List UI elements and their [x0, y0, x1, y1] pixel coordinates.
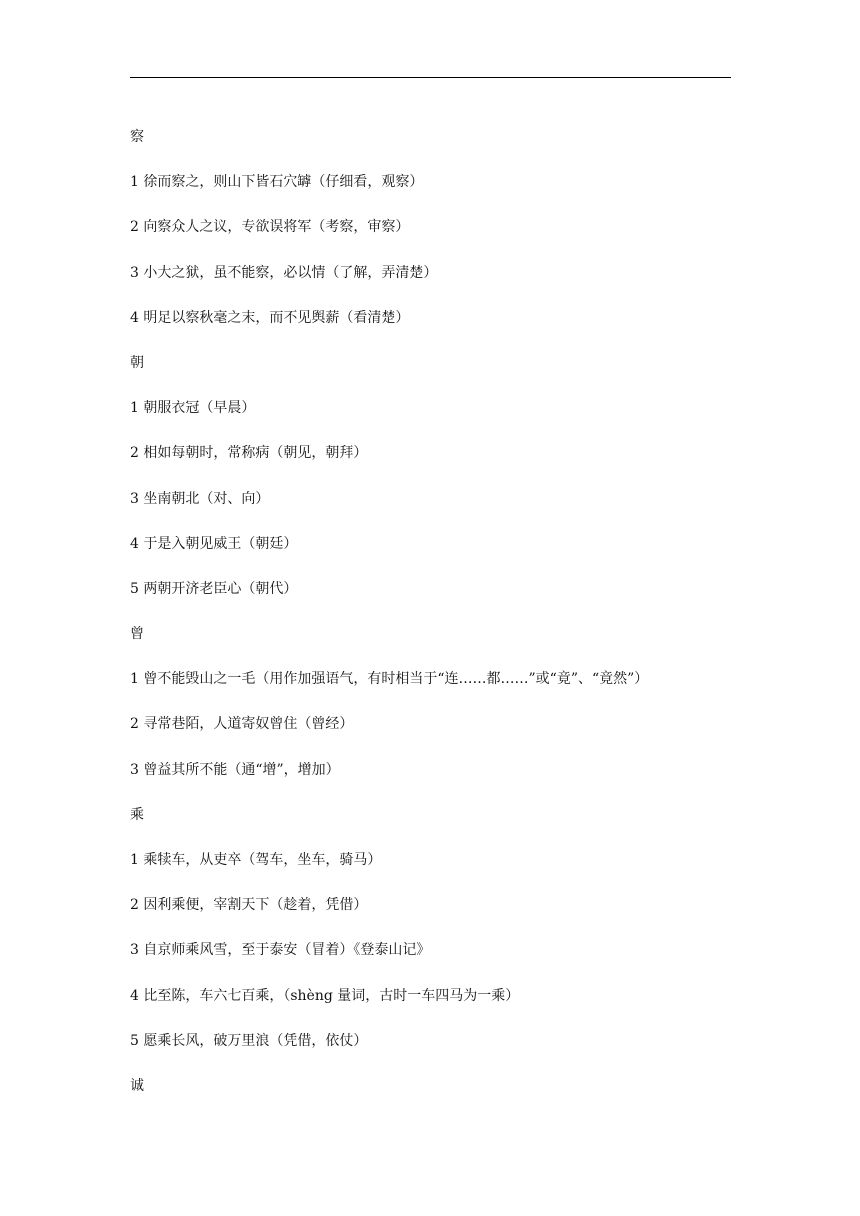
entry-line: 3 自京师乘风雪，至于泰安（冒着）《登泰山记》 — [130, 942, 431, 959]
entry-line: 4 比至陈，车六七百乘，（shèng 量词，古时一车四马为一乘） — [130, 987, 520, 1004]
entry-line: 2 向察众人之议，专欲误将军（考察，审察） — [130, 219, 410, 236]
entry-line: 3 曾益其所不能（通“增”，增加） — [130, 761, 340, 778]
entry-line: 4 于是入朝见威王（朝廷） — [130, 535, 298, 552]
heading-chao: 朝 — [130, 354, 144, 371]
entry-line: 3 坐南朝北（对、向） — [130, 490, 270, 507]
entry-line: 1 乘犊车，从吏卒（驾车，坐车，骑马） — [130, 852, 382, 868]
entry-line: 4 明足以察秋毫之末，而不见舆薪（看清楚） — [130, 309, 410, 326]
entry-line: 2 相如每朝时，常称病（朝见，朝拜） — [130, 445, 368, 462]
heading-cha: 察 — [130, 129, 144, 145]
entry-line: 1 曾不能毁山之一毛（用作加强语气，有时相当于“连……都……”或“竟”、“竟然”） — [130, 671, 649, 688]
entry-line: 2 寻常巷陌，人道寄奴曾住（曾经） — [130, 716, 354, 733]
heading-ceng: 曾 — [130, 626, 144, 643]
entry-line: 1 朝服衣冠（早晨） — [130, 400, 256, 417]
heading-cheng-sincere: 诚 — [130, 1077, 144, 1094]
entry-line: 5 愿乘长风，破万里浪（凭借，依仗） — [130, 1032, 368, 1049]
entry-line: 5 两朝开济老臣心（朝代） — [130, 580, 298, 597]
entry-line: 2 因利乘便，宰割天下（趁着，凭借） — [130, 897, 368, 914]
document-body — [130, 127, 750, 1121]
entry-line: 3 小大之狱，虽不能察，必以情（了解，弄清楚） — [130, 264, 438, 281]
heading-cheng: 乘 — [130, 806, 144, 823]
entry-line: 1 徐而察之，则山下皆石穴罅（仔细看，观察） — [130, 174, 424, 191]
header-rule — [130, 77, 731, 78]
